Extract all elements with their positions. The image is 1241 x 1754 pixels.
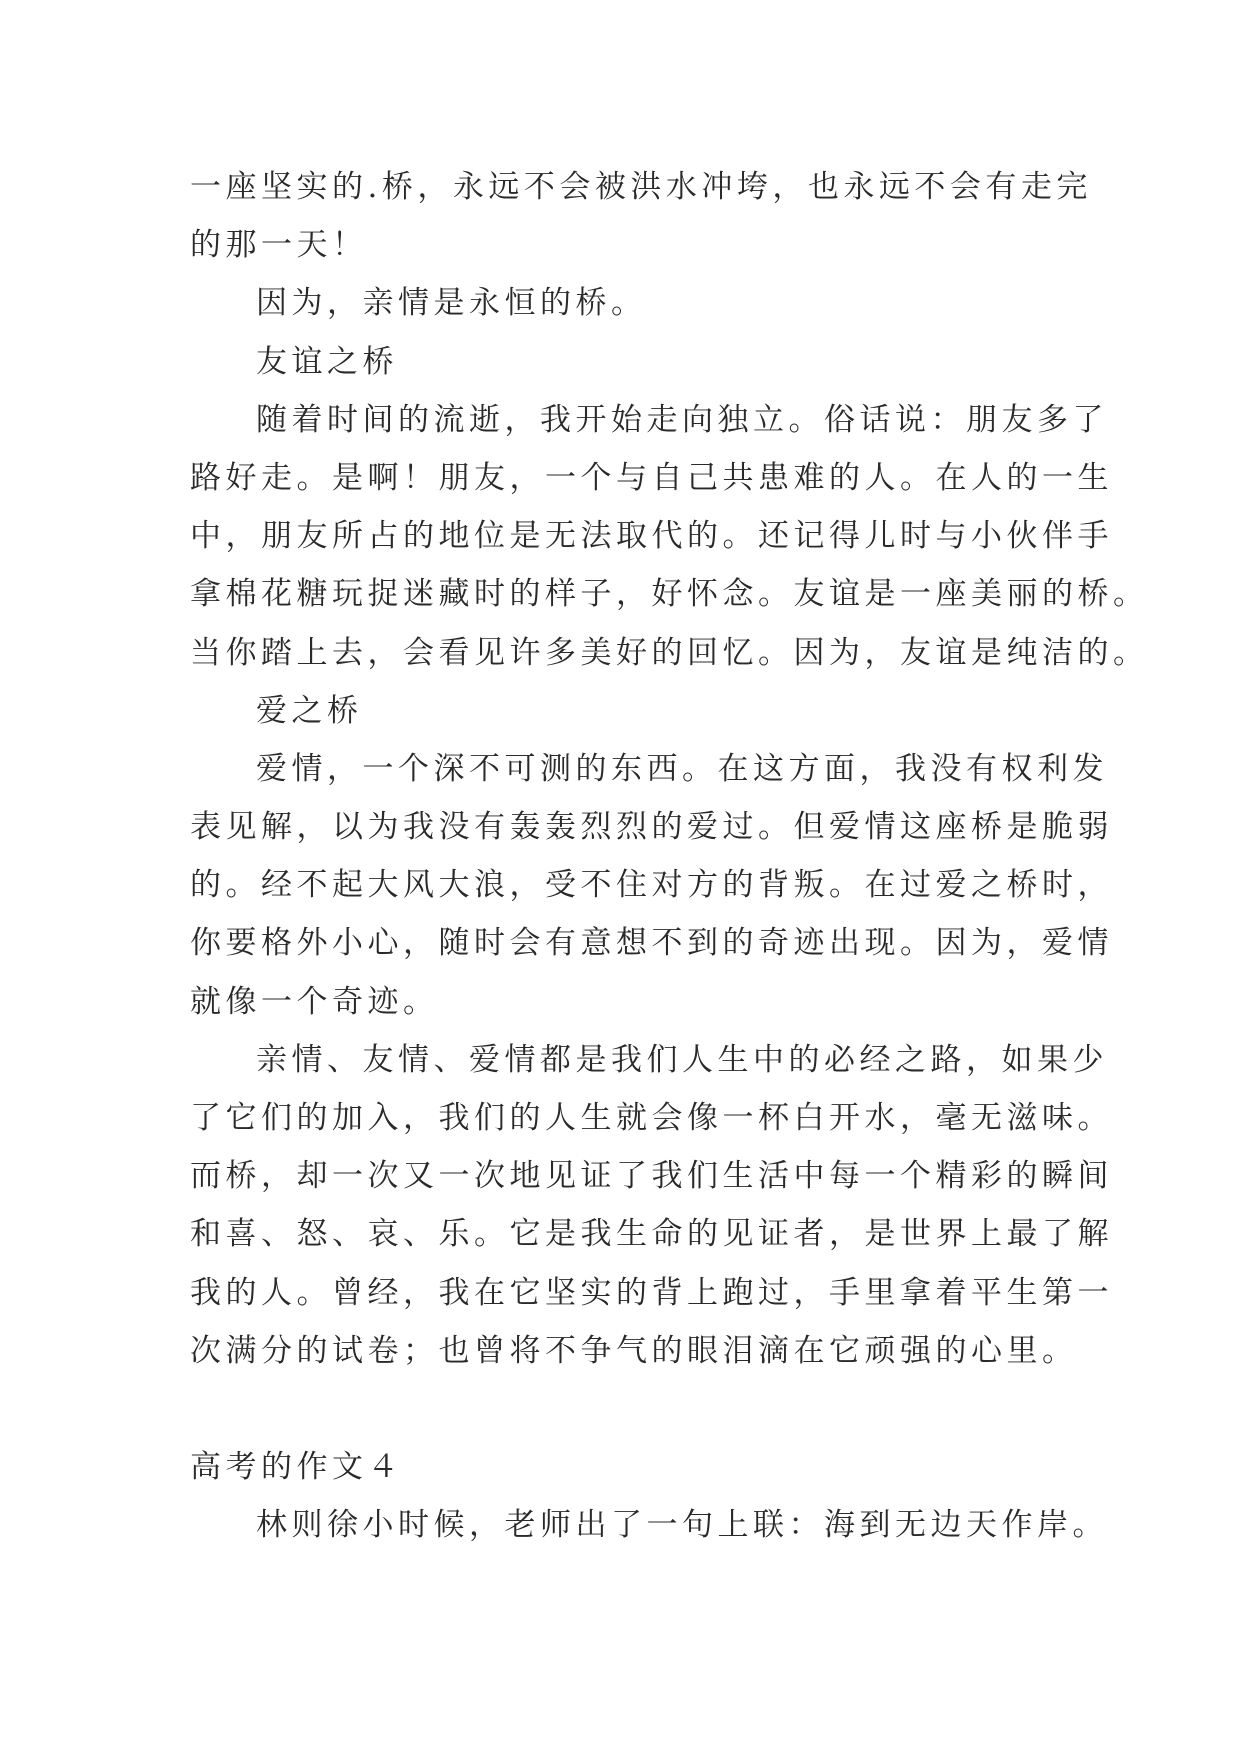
text-line: 的那一天！	[190, 227, 368, 264]
text-line: 你要格外小心，随时会有意想不到的奇迹出现。因为，爱情	[190, 925, 1113, 962]
text-line: 的。经不起大风大浪，受不住对方的背叛。在过爱之桥时，	[190, 867, 1113, 904]
section-heading: 爱之桥	[256, 692, 363, 729]
section-heading: 友谊之桥	[256, 343, 398, 380]
text-line: 中，朋友所占的地位是无法取代的。还记得儿时与小伙伴手	[190, 518, 1113, 555]
text-line: 了它们的加入，我们的人生就会像一杯白开水，毫无滋味。	[190, 1100, 1113, 1136]
text-line: 就像一个奇迹。	[190, 983, 439, 1020]
text-line: 一座坚实的.桥，永远不会被洪水冲垮，也永远不会有走完	[190, 169, 1092, 205]
text-line: 表见解，以为我没有轰轰烈烈的爱过。但爱情这座桥是脆弱	[190, 809, 1113, 846]
paragraph-gap	[190, 1380, 1070, 1438]
text-line: 林则徐小时候，老师出了一句上联：海到无边天作岸。	[256, 1507, 1108, 1544]
essay-title: 高考的作文４	[190, 1448, 403, 1485]
document-body	[190, 158, 1149, 1554]
text-line: 爱情，一个深不可测的东西。在这方面，我没有权利发	[256, 750, 1108, 787]
text-line: 次满分的试卷；也曾将不争气的眼泪滴在它顽强的心里。	[190, 1332, 1078, 1369]
text-line: 而桥，却一次又一次地见证了我们生活中每一个精彩的瞬间	[190, 1158, 1113, 1195]
text-line: 路好走。是啊！朋友，一个与自己共患难的人。在人的一生	[190, 459, 1113, 496]
text-line: 和喜、怒、哀、乐。它是我生命的见证者，是世界上最了解	[190, 1216, 1113, 1253]
text-line: 我的人。曾经，我在它坚实的背上跑过，手里拿着平生第一	[190, 1274, 1113, 1311]
text-line: 当你踏上去，会看见许多美好的回忆。因为，友谊是纯洁的。	[190, 634, 1149, 671]
text-line: 因为，亲情是永恒的桥。	[256, 285, 647, 322]
text-line: 随着时间的流逝，我开始走向独立。俗话说：朋友多了	[256, 401, 1108, 438]
text-line: 拿棉花糖玩捉迷藏时的样子，好怀念。友谊是一座美丽的桥。	[190, 576, 1149, 613]
text-line: 亲情、友情、爱情都是我们人生中的必经之路，如果少	[256, 1041, 1108, 1078]
